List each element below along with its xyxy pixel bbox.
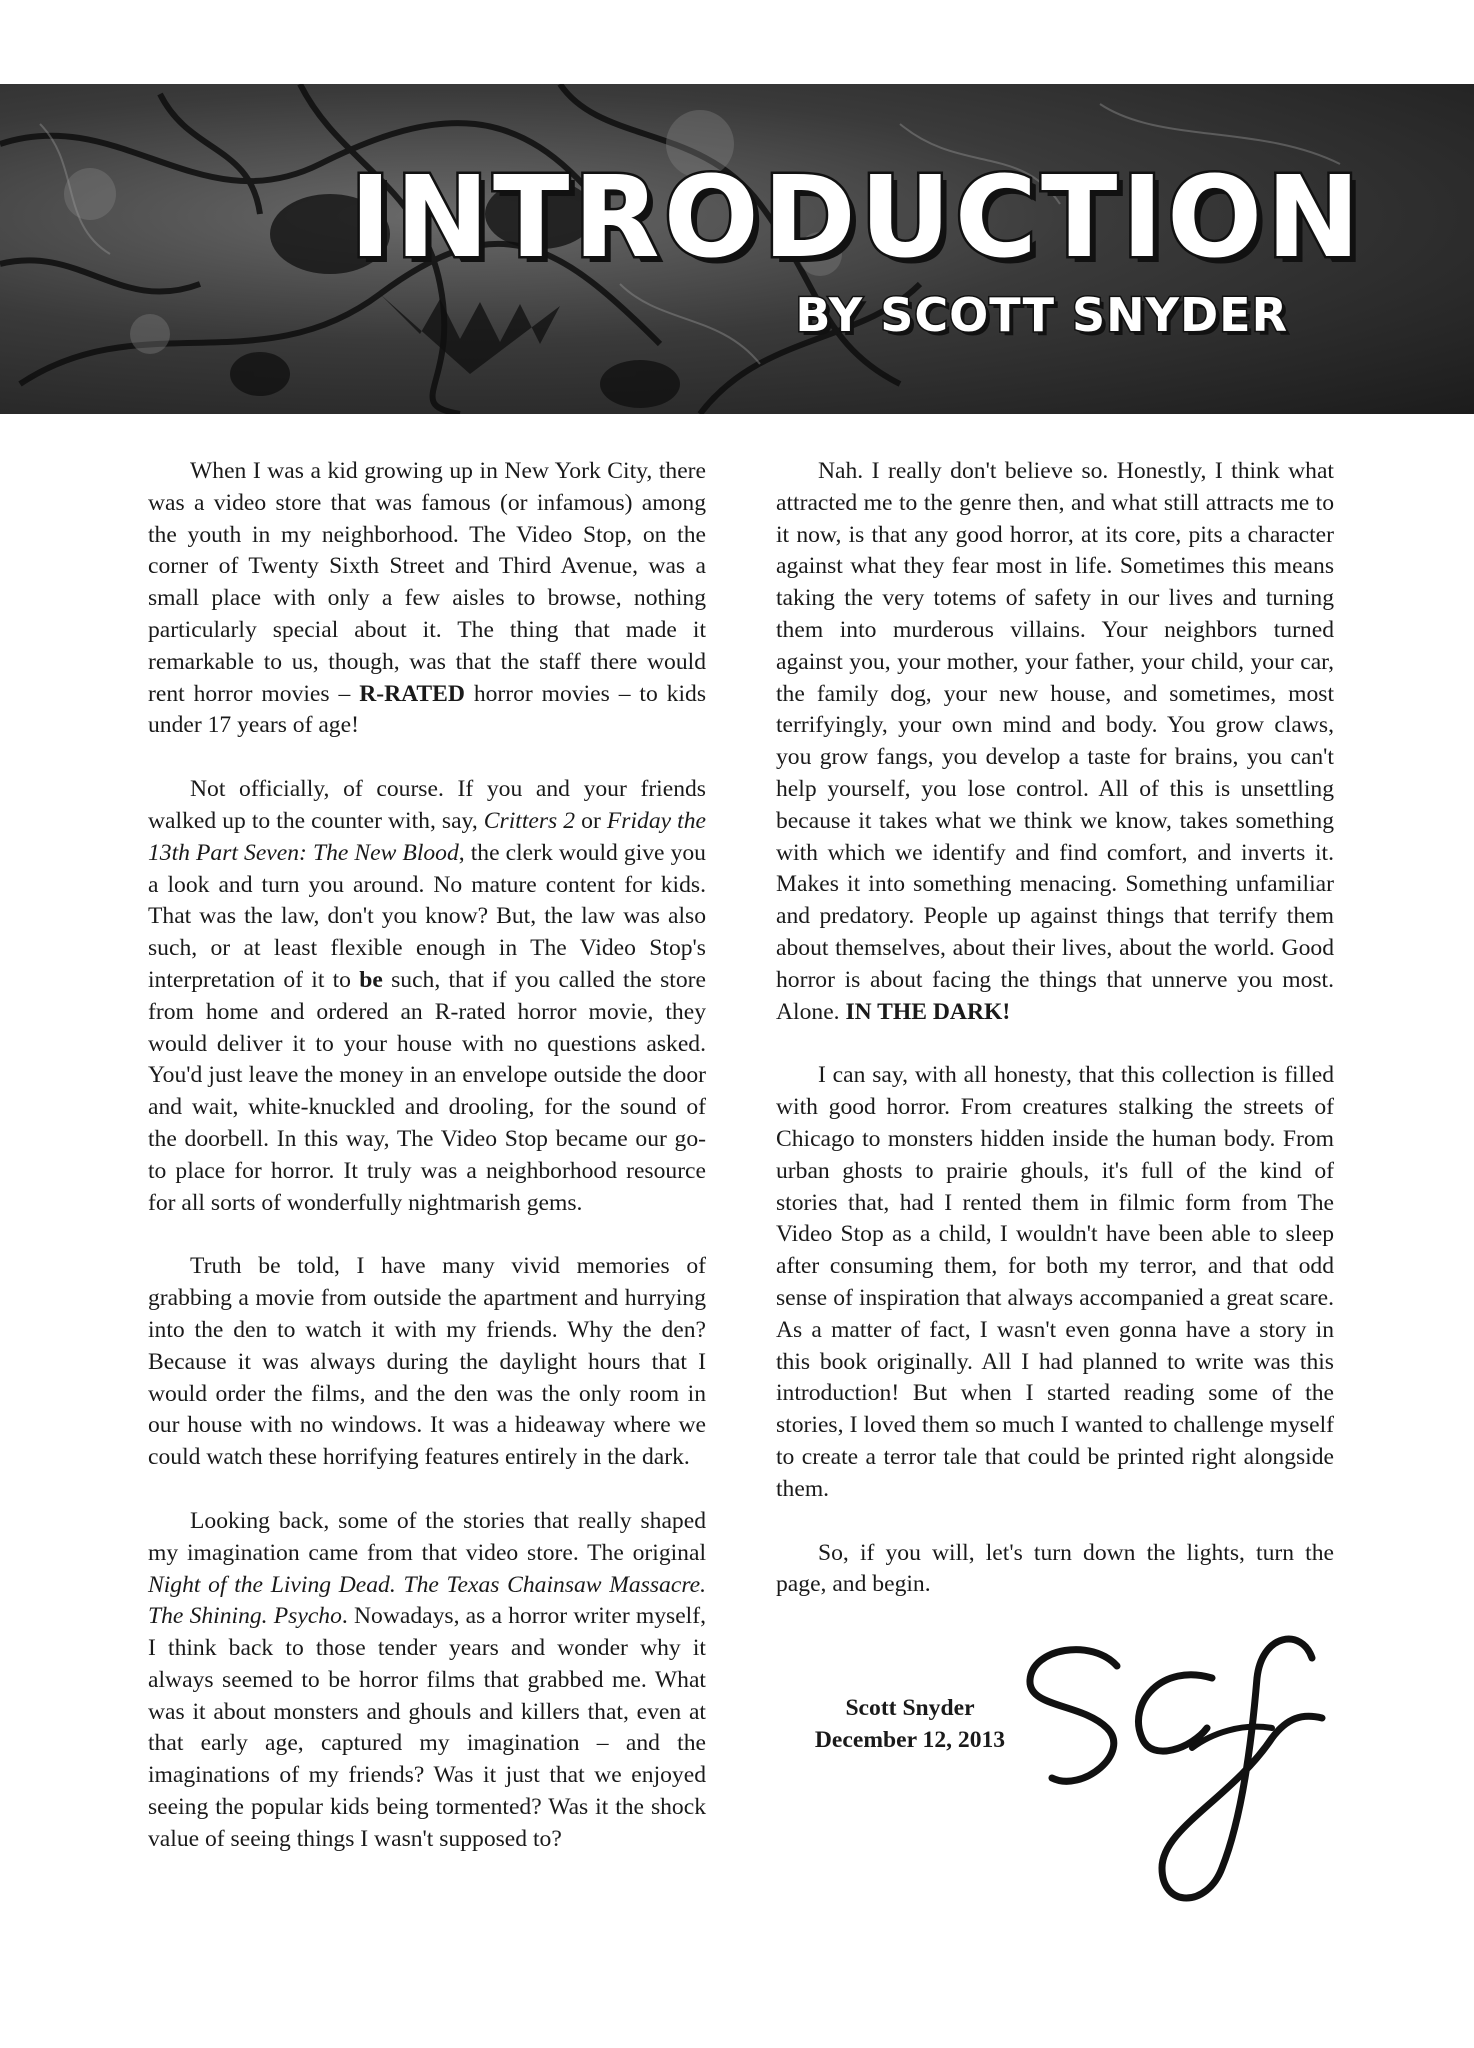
paragraph: Looking back, some of the stories that really shaped my imagination came from that video store. The original Night of the Living Dead. The Texas Chainsaw Massacre. The Shining. Psycho. Nowadays, as a horror writer myself, I think back to those tender years and wonder why it always seemed to be horror films that grabbed me. What was it about monsters and ghouls and killers that, even at that early age, captured my imagination – and the imaginations of my friends? Was it just that we enjoyed seeing the popular kids being tormented? Was it the shock value of seeing things I wasn't supposed to?: [148, 1507, 706, 1852]
header-banner: [0, 84, 1474, 414]
right-column: [776, 456, 1334, 1601]
page-title: INTRODUCTION: [349, 153, 1364, 283]
paragraph: When I was a kid growing up in New York City, there was a video store that was famous (or infamous) among the youth in my neighborhood. The Video Stop, on the corner of Twenty Sixth Street and Third Avenue, was a small place with only a few aisles to browse, nothing particularly special about it. The thing that made it remarkable to us, though, was that the staff there would rent horror movies – R-RATED horror movies – to kids under 17 years of age!: [148, 458, 707, 739]
left-column: [148, 456, 706, 1856]
byline: BY SCOTT SNYDER: [795, 288, 1288, 342]
signature-image: [1012, 1618, 1342, 1918]
paragraph: Nah. I really don't believe so. Honestly, I think what attracted me to the genre then, and what still attracts me to it now, is that any good horror, at its core, pits a character against what they fear most in life. Sometimes this means taking the very totems of safety in our lives and turning them into murderous villains. Your neighbors turned against you, your mother, your father, your child, your car, the family dog, your new house, and sometimes, most terrifyingly, your own mind and body. You grow claws, you grow fangs, you develop a taste for brains, you can't help yourself, you lose control. All of this is unsettling because it takes what we think we know, takes something with which we identify and find comfort, and inverts it. Makes it into something menacing. Something unfamiliar and predatory. People up against things that terrify them about themselves, about their lives, about the world. Good horror is about facing the things that unnerve you most. Alone. IN THE DARK!: [776, 458, 1334, 1025]
paragraph: So, if you will, let's turn down the lights, turn the page, and begin.: [776, 1539, 1334, 1598]
author-name: Scott Snyder: [845, 1695, 975, 1721]
paragraph: Not officially, of course. If you and your friends walked up to the counter with, say, Critters 2 or Friday the 13th Part Seven: The New Blood, the clerk would give you a look and turn you around. No mature content for kids. That was the law, don't you know? But, the law was also such, or at least flexible enough in The Video Stop's interpretation of it to be such, that if you called the store from home and ordered an R-rated horror movie, they would deliver it to your house with no questions asked. You'd just leave the money in an envelope outside the door and wait, white-knuckled and drooling, for the sound of the doorbell. In this way, The Video Stop became our go-to place for horror. It truly was a neighborhood resource for all sorts of wonderfully nightmarish gems.: [148, 776, 706, 1216]
signoff-date: December 12, 2013: [814, 1727, 1006, 1753]
signoff: [790, 1692, 1030, 1756]
paragraph: I can say, with all honesty, that this collection is filled with good horror. From creatures stalking the streets of Chicago to monsters hidden inside the human body. From urban ghosts to prairie ghouls, it's full of the kind of stories that, had I rented them in filmic form from The Video Stop as a child, I wouldn't have been able to sleep after consuming them, for both my terror, and that odd sense of inspiration that always accompanied a great scare. As a matter of fact, I wasn't even gonna have a story in this book originally. All I had planned to write was this introduction! But when I started reading some of the stories, I loved them so much I wanted to challenge myself to create a terror tale that could be printed right alongside them.: [776, 1062, 1334, 1502]
paragraph: Truth be told, I have many vivid memories of grabbing a movie from outside the apartment and hurrying into the den to watch it with my friends. Why the den? Because it was always during the daylight hours that I would order the films, and the den was the only room in our house with no windows. It was a hideaway where we could watch these horrifying features entirely in the dark.: [148, 1253, 706, 1471]
